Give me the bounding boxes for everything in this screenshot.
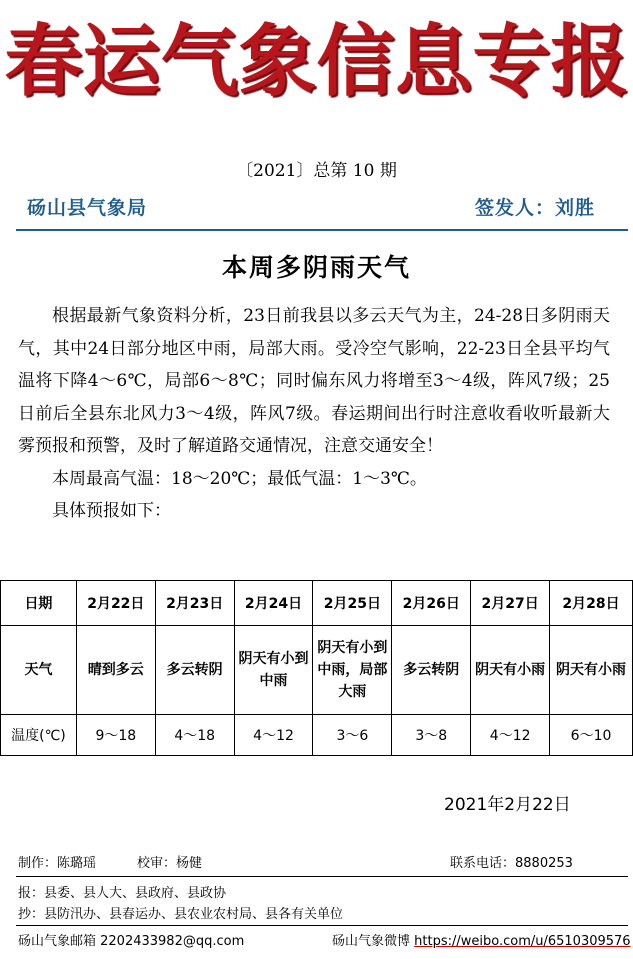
bureau-name: 砀山县气象局 xyxy=(27,197,148,219)
table-row xyxy=(1,626,633,715)
temp-cell: 4～12 xyxy=(471,715,550,756)
footer-divider xyxy=(16,925,628,926)
row-label-weather: 天气 xyxy=(1,626,77,715)
contact-phone: 联系电话：8880253 xyxy=(450,856,573,871)
weather-cell: 阴天有小到中雨 xyxy=(234,626,313,715)
date-cell: 2月26日 xyxy=(392,581,471,626)
article-headline: 本周多阴雨天气 xyxy=(221,253,411,282)
date-cell: 2月28日 xyxy=(550,581,633,626)
forecast-table xyxy=(0,580,633,756)
weibo-label: 砀山气象微博 xyxy=(332,934,415,949)
copy-to: 抄：县防汛办、县春运办、县农业农村局、县各有关单位 xyxy=(18,907,344,922)
weather-cell: 阴天有小到中雨，局部大雨 xyxy=(313,626,392,715)
temp-cell: 3～6 xyxy=(313,715,392,756)
temp-cell: 9～18 xyxy=(76,715,155,756)
date-cell: 2月25日 xyxy=(313,581,392,626)
temp-cell: 6～10 xyxy=(550,715,633,756)
banner-title: 春运气象信息专报 xyxy=(4,16,629,107)
article-paragraph: 具体预报如下： xyxy=(52,501,171,521)
weather-cell: 阴天有小雨 xyxy=(471,626,550,715)
article-paragraph: 根据最新气象资料分析，23日前我县以多云天气为主，24-28日多阴雨天气，其中24日部分地区中雨，局部大雨。受冷空气影响，22-23日全县平均气温将下降4～6℃，局部6～8℃；同时偏东风力将增至3～4级，阵风7级；25日前后全县东北风力3～4级，阵风7级。春运期间出行时注意收看收听最新大雾预报和预警，及时了解道路交通情况，注意交通安全！ xyxy=(18,306,610,456)
contact-email: 砀山气象邮箱 2202433982@qq.com xyxy=(18,934,245,949)
header-divider xyxy=(16,229,628,231)
weather-cell: 多云转阴 xyxy=(392,626,471,715)
temp-cell: 4～18 xyxy=(155,715,234,756)
article-body xyxy=(18,300,610,528)
issue-date: 2021年2月22日 xyxy=(444,795,571,815)
table-row xyxy=(1,581,633,626)
row-label-temp: 温度(℃) xyxy=(1,715,77,756)
maker: 制作：陈璐瑶 xyxy=(18,856,97,871)
temp-cell: 4～12 xyxy=(234,715,313,756)
row-label-date: 日期 xyxy=(1,581,77,626)
date-cell: 2月24日 xyxy=(234,581,313,626)
weather-cell: 阴天有小雨 xyxy=(550,626,633,715)
article-paragraph: 本周最高气温：18～20℃；最低气温：1～3℃。 xyxy=(52,468,427,489)
footer-divider xyxy=(16,876,628,877)
date-cell: 2月23日 xyxy=(155,581,234,626)
temp-cell: 3～8 xyxy=(392,715,471,756)
weather-cell: 多云转阴 xyxy=(155,626,234,715)
date-cell: 2月22日 xyxy=(76,581,155,626)
signer: 签发人：刘胜 xyxy=(474,197,595,219)
date-cell: 2月27日 xyxy=(471,581,550,626)
issue-number: 〔2021〕总第 10 期 xyxy=(236,161,397,181)
table-row xyxy=(1,715,633,756)
reviewer: 校审：杨健 xyxy=(137,856,203,871)
weibo-link[interactable]: https://weibo.com/u/6510309576 xyxy=(414,934,631,949)
weibo-contact xyxy=(332,930,631,949)
weather-cell: 晴到多云 xyxy=(76,626,155,715)
report-to: 报：县委、县人大、县政府、县政协 xyxy=(18,886,227,901)
